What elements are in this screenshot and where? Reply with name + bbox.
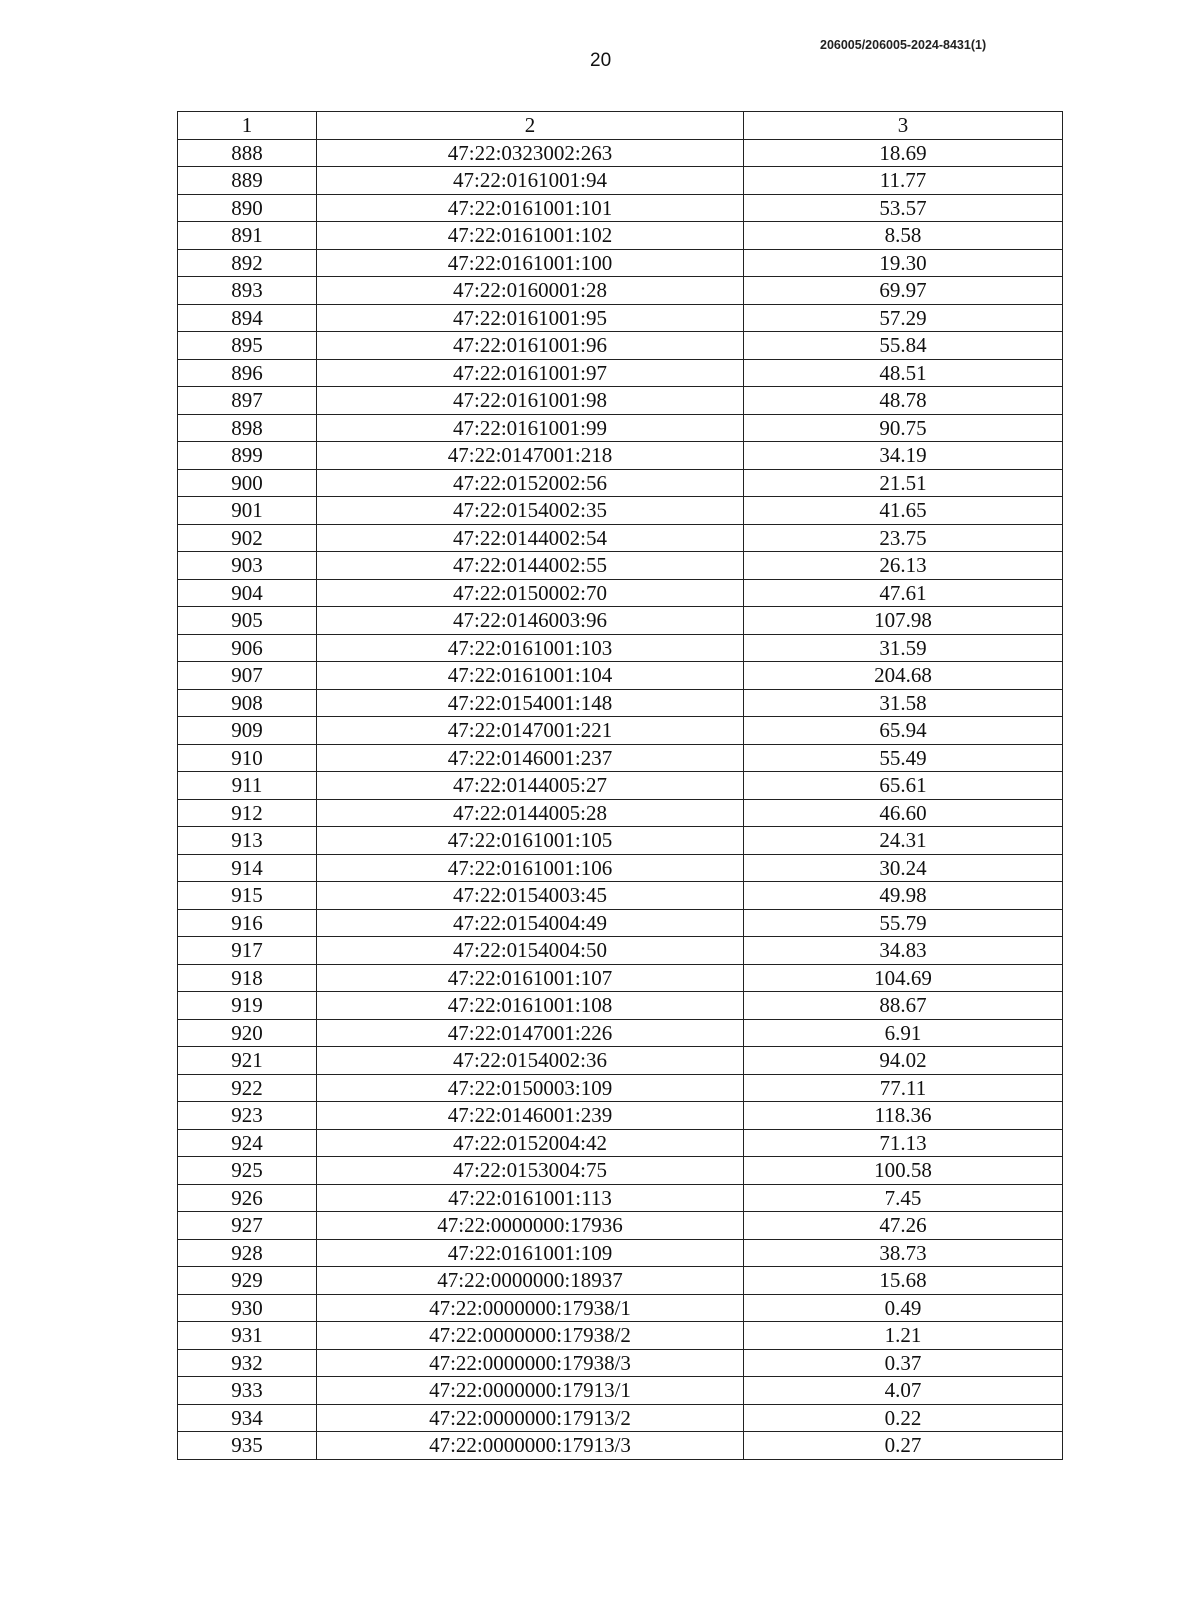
column-header-2: 2: [317, 112, 744, 140]
table-row: [178, 524, 1063, 552]
cell-number: 918: [178, 964, 317, 992]
cell-number: 910: [178, 744, 317, 772]
cell-number: 889: [178, 167, 317, 195]
table-header-row: [178, 112, 1063, 140]
cell-number: 934: [178, 1404, 317, 1432]
table-row: [178, 552, 1063, 580]
cell-cadastral-number: 47:22:0323002:263: [317, 139, 744, 167]
cell-value: 41.65: [744, 497, 1063, 525]
cell-number: 926: [178, 1184, 317, 1212]
cell-number: 888: [178, 139, 317, 167]
cell-cadastral-number: 47:22:0153004:75: [317, 1157, 744, 1185]
table-row: [178, 1294, 1063, 1322]
table-row: [178, 854, 1063, 882]
table-row: [178, 799, 1063, 827]
cell-number: 890: [178, 194, 317, 222]
cell-cadastral-number: 47:22:0154003:45: [317, 882, 744, 910]
cell-value: 0.49: [744, 1294, 1063, 1322]
cell-value: 48.51: [744, 359, 1063, 387]
cell-value: 204.68: [744, 662, 1063, 690]
column-header-3: 3: [744, 112, 1063, 140]
cell-number: 919: [178, 992, 317, 1020]
table-row: [178, 332, 1063, 360]
table-row: [178, 139, 1063, 167]
cell-number: 928: [178, 1239, 317, 1267]
cell-value: 55.49: [744, 744, 1063, 772]
table-row: [178, 167, 1063, 195]
cell-cadastral-number: 47:22:0000000:17938/1: [317, 1294, 744, 1322]
cell-cadastral-number: 47:22:0161001:109: [317, 1239, 744, 1267]
cell-value: 88.67: [744, 992, 1063, 1020]
table-row: [178, 1432, 1063, 1460]
cell-number: 922: [178, 1074, 317, 1102]
cell-value: 0.22: [744, 1404, 1063, 1432]
cell-cadastral-number: 47:22:0154004:50: [317, 937, 744, 965]
cell-number: 921: [178, 1047, 317, 1075]
cell-cadastral-number: 47:22:0000000:17936: [317, 1212, 744, 1240]
cell-value: 0.37: [744, 1349, 1063, 1377]
cell-cadastral-number: 47:22:0144005:27: [317, 772, 744, 800]
cell-cadastral-number: 47:22:0161001:94: [317, 167, 744, 195]
cell-value: 49.98: [744, 882, 1063, 910]
cell-cadastral-number: 47:22:0161001:99: [317, 414, 744, 442]
cell-value: 18.69: [744, 139, 1063, 167]
table-row: [178, 772, 1063, 800]
cell-number: 927: [178, 1212, 317, 1240]
cell-cadastral-number: 47:22:0000000:17938/2: [317, 1322, 744, 1350]
table-row: [178, 304, 1063, 332]
cell-value: 104.69: [744, 964, 1063, 992]
cell-value: 31.59: [744, 634, 1063, 662]
cell-number: 920: [178, 1019, 317, 1047]
cell-number: 902: [178, 524, 317, 552]
cell-cadastral-number: 47:22:0147001:226: [317, 1019, 744, 1047]
cell-value: 8.58: [744, 222, 1063, 250]
cell-value: 48.78: [744, 387, 1063, 415]
cell-number: 913: [178, 827, 317, 855]
cell-value: 23.75: [744, 524, 1063, 552]
cell-value: 19.30: [744, 249, 1063, 277]
cell-number: 929: [178, 1267, 317, 1295]
table-row: [178, 497, 1063, 525]
cell-number: 895: [178, 332, 317, 360]
cell-number: 906: [178, 634, 317, 662]
cell-number: 908: [178, 689, 317, 717]
cell-value: 77.11: [744, 1074, 1063, 1102]
cell-value: 0.27: [744, 1432, 1063, 1460]
cell-value: 30.24: [744, 854, 1063, 882]
cell-cadastral-number: 47:22:0161001:95: [317, 304, 744, 332]
cell-value: 47.26: [744, 1212, 1063, 1240]
cell-number: 891: [178, 222, 317, 250]
cell-cadastral-number: 47:22:0146001:239: [317, 1102, 744, 1130]
cell-number: 917: [178, 937, 317, 965]
cell-cadastral-number: 47:22:0161001:106: [317, 854, 744, 882]
cell-cadastral-number: 47:22:0154002:36: [317, 1047, 744, 1075]
cell-number: 923: [178, 1102, 317, 1130]
table-row: [178, 1129, 1063, 1157]
cell-value: 90.75: [744, 414, 1063, 442]
cell-value: 94.02: [744, 1047, 1063, 1075]
table-row: [178, 579, 1063, 607]
table-row: [178, 1212, 1063, 1240]
table-row: [178, 909, 1063, 937]
page-number: 20: [590, 50, 612, 71]
cell-value: 6.91: [744, 1019, 1063, 1047]
cell-cadastral-number: 47:22:0000000:17913/2: [317, 1404, 744, 1432]
cell-value: 34.83: [744, 937, 1063, 965]
cell-value: 118.36: [744, 1102, 1063, 1130]
cell-number: 914: [178, 854, 317, 882]
cell-value: 65.61: [744, 772, 1063, 800]
cell-value: 24.31: [744, 827, 1063, 855]
cell-cadastral-number: 47:22:0147001:218: [317, 442, 744, 470]
table-row: [178, 634, 1063, 662]
data-table: [177, 111, 1063, 1460]
table-row: [178, 1047, 1063, 1075]
table-row: [178, 1019, 1063, 1047]
cell-number: 899: [178, 442, 317, 470]
cell-value: 46.60: [744, 799, 1063, 827]
cell-cadastral-number: 47:22:0152004:42: [317, 1129, 744, 1157]
cell-cadastral-number: 47:22:0161001:97: [317, 359, 744, 387]
cell-cadastral-number: 47:22:0161001:100: [317, 249, 744, 277]
cell-number: 898: [178, 414, 317, 442]
table-row: [178, 992, 1063, 1020]
cell-cadastral-number: 47:22:0161001:101: [317, 194, 744, 222]
cell-value: 34.19: [744, 442, 1063, 470]
table-row: [178, 222, 1063, 250]
table-row: [178, 717, 1063, 745]
cell-value: 1.21: [744, 1322, 1063, 1350]
cell-number: 932: [178, 1349, 317, 1377]
table-row: [178, 882, 1063, 910]
cell-number: 892: [178, 249, 317, 277]
cell-cadastral-number: 47:22:0147001:221: [317, 717, 744, 745]
cell-cadastral-number: 47:22:0144005:28: [317, 799, 744, 827]
column-header-1: 1: [178, 112, 317, 140]
cell-value: 53.57: [744, 194, 1063, 222]
cell-value: 107.98: [744, 607, 1063, 635]
cell-number: 925: [178, 1157, 317, 1185]
table-row: [178, 442, 1063, 470]
cell-number: 903: [178, 552, 317, 580]
cell-cadastral-number: 47:22:0161001:105: [317, 827, 744, 855]
cell-cadastral-number: 47:22:0000000:17913/3: [317, 1432, 744, 1460]
cell-cadastral-number: 47:22:0154001:148: [317, 689, 744, 717]
cell-number: 916: [178, 909, 317, 937]
cell-number: 911: [178, 772, 317, 800]
cell-value: 11.77: [744, 167, 1063, 195]
table-row: [178, 277, 1063, 305]
table-row: [178, 359, 1063, 387]
cell-value: 47.61: [744, 579, 1063, 607]
table-row: [178, 1322, 1063, 1350]
table-row: [178, 662, 1063, 690]
cell-cadastral-number: 47:22:0161001:107: [317, 964, 744, 992]
cell-value: 100.58: [744, 1157, 1063, 1185]
cell-cadastral-number: 47:22:0161001:113: [317, 1184, 744, 1212]
cell-number: 935: [178, 1432, 317, 1460]
cell-value: 57.29: [744, 304, 1063, 332]
cell-number: 904: [178, 579, 317, 607]
cell-number: 905: [178, 607, 317, 635]
table-row: [178, 1404, 1063, 1432]
cell-number: 894: [178, 304, 317, 332]
table-row: [178, 744, 1063, 772]
table-row: [178, 249, 1063, 277]
cell-number: 933: [178, 1377, 317, 1405]
cell-value: 15.68: [744, 1267, 1063, 1295]
cell-cadastral-number: 47:22:0000000:17938/3: [317, 1349, 744, 1377]
cell-value: 31.58: [744, 689, 1063, 717]
cell-number: 912: [178, 799, 317, 827]
cell-number: 931: [178, 1322, 317, 1350]
cell-value: 69.97: [744, 277, 1063, 305]
cell-cadastral-number: 47:22:0154004:49: [317, 909, 744, 937]
table-row: [178, 1074, 1063, 1102]
cell-cadastral-number: 47:22:0144002:55: [317, 552, 744, 580]
table-body: [178, 139, 1063, 1459]
cell-value: 21.51: [744, 469, 1063, 497]
table-row: [178, 607, 1063, 635]
cell-value: 26.13: [744, 552, 1063, 580]
cell-cadastral-number: 47:22:0161001:96: [317, 332, 744, 360]
cell-number: 901: [178, 497, 317, 525]
table-row: [178, 387, 1063, 415]
cell-cadastral-number: 47:22:0161001:104: [317, 662, 744, 690]
table-row: [178, 827, 1063, 855]
table-row: [178, 1267, 1063, 1295]
cell-number: 930: [178, 1294, 317, 1322]
table-row: [178, 1184, 1063, 1212]
cell-number: 897: [178, 387, 317, 415]
table-row: [178, 1239, 1063, 1267]
table-row: [178, 964, 1063, 992]
cell-value: 7.45: [744, 1184, 1063, 1212]
cell-cadastral-number: 47:22:0161001:103: [317, 634, 744, 662]
cell-number: 909: [178, 717, 317, 745]
cell-number: 900: [178, 469, 317, 497]
table-row: [178, 1377, 1063, 1405]
table-row: [178, 194, 1063, 222]
cell-cadastral-number: 47:22:0160001:28: [317, 277, 744, 305]
cell-cadastral-number: 47:22:0154002:35: [317, 497, 744, 525]
table-row: [178, 469, 1063, 497]
cell-value: 4.07: [744, 1377, 1063, 1405]
cell-cadastral-number: 47:22:0150003:109: [317, 1074, 744, 1102]
table-row: [178, 937, 1063, 965]
cell-number: 896: [178, 359, 317, 387]
document-id: 206005/206005-2024-8431(1): [820, 38, 987, 52]
cell-cadastral-number: 47:22:0161001:108: [317, 992, 744, 1020]
table-row: [178, 1349, 1063, 1377]
cell-cadastral-number: 47:22:0146003:96: [317, 607, 744, 635]
cell-value: 71.13: [744, 1129, 1063, 1157]
cell-cadastral-number: 47:22:0146001:237: [317, 744, 744, 772]
cell-value: 55.79: [744, 909, 1063, 937]
cell-value: 65.94: [744, 717, 1063, 745]
cell-cadastral-number: 47:22:0152002:56: [317, 469, 744, 497]
cell-number: 924: [178, 1129, 317, 1157]
cell-number: 915: [178, 882, 317, 910]
cell-cadastral-number: 47:22:0144002:54: [317, 524, 744, 552]
table-row: [178, 1102, 1063, 1130]
cell-cadastral-number: 47:22:0161001:98: [317, 387, 744, 415]
cell-number: 893: [178, 277, 317, 305]
cell-value: 55.84: [744, 332, 1063, 360]
cell-cadastral-number: 47:22:0161001:102: [317, 222, 744, 250]
table-row: [178, 1157, 1063, 1185]
table-row: [178, 689, 1063, 717]
cell-cadastral-number: 47:22:0000000:17913/1: [317, 1377, 744, 1405]
cell-number: 907: [178, 662, 317, 690]
cell-cadastral-number: 47:22:0000000:18937: [317, 1267, 744, 1295]
table-row: [178, 414, 1063, 442]
cell-cadastral-number: 47:22:0150002:70: [317, 579, 744, 607]
cell-value: 38.73: [744, 1239, 1063, 1267]
